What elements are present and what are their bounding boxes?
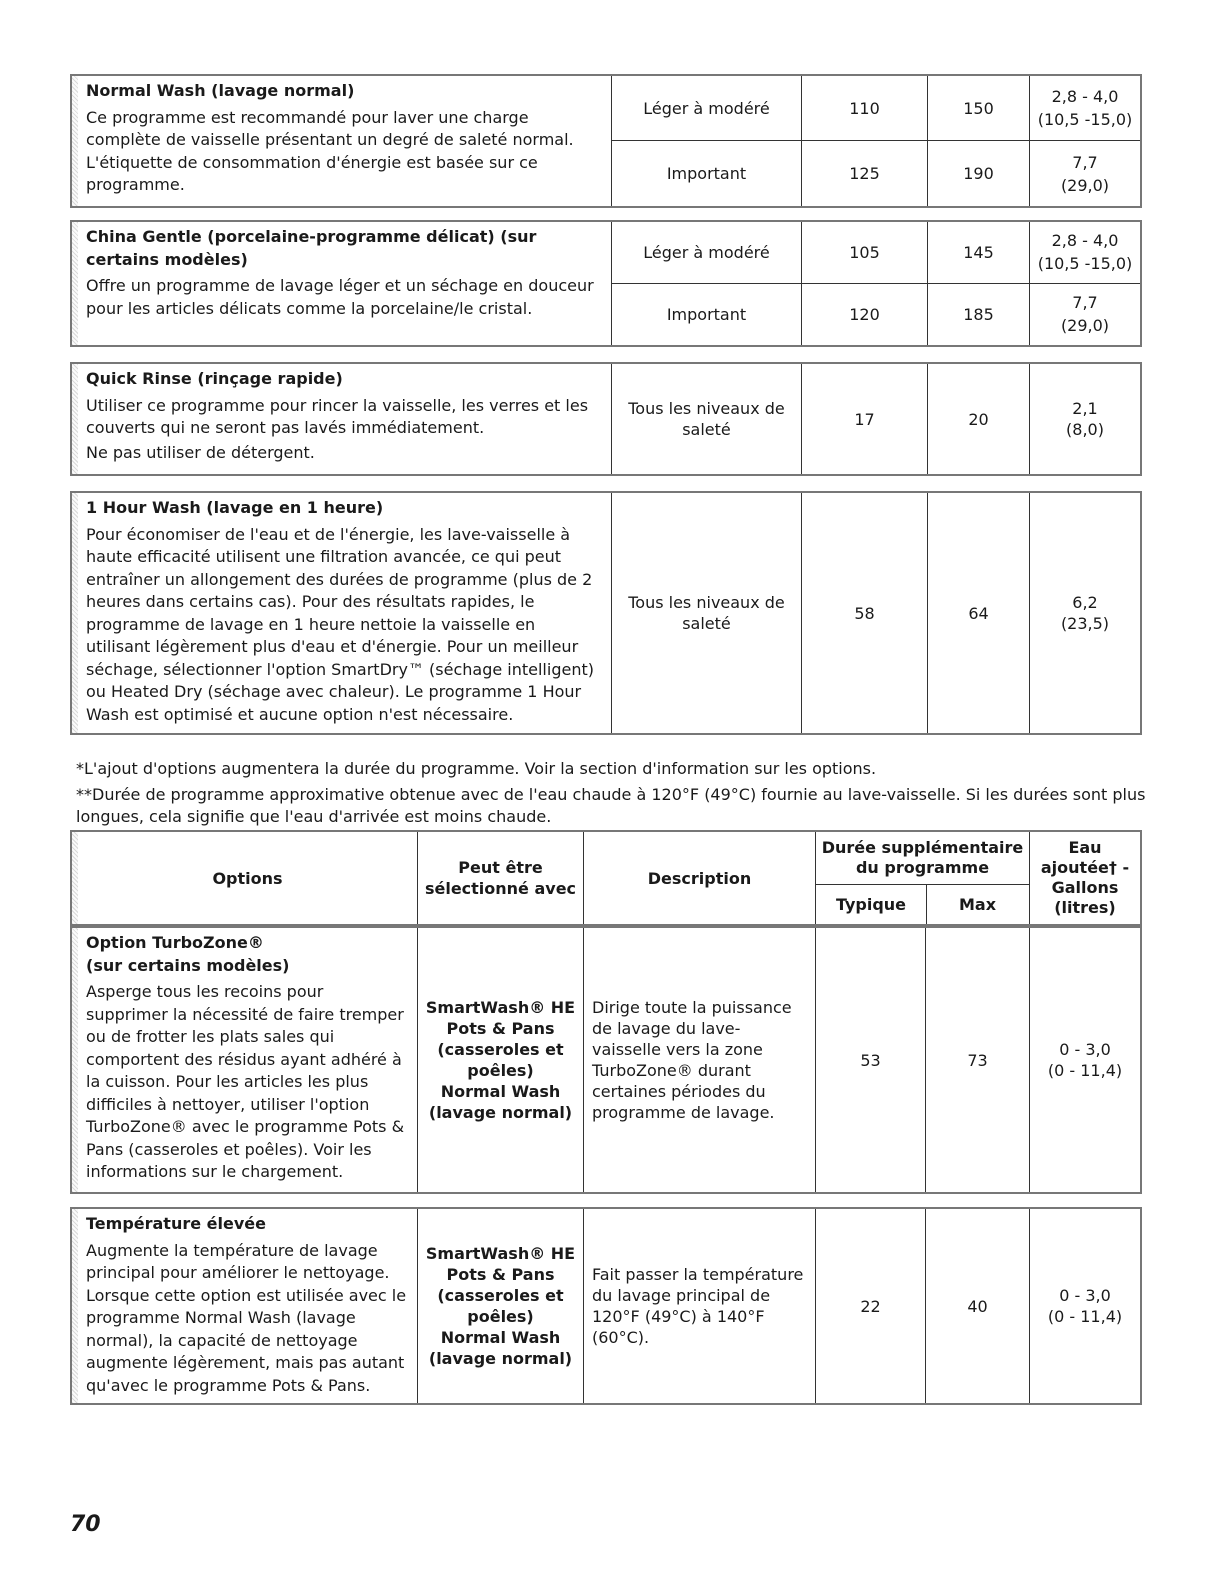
soil-level: Tous les niveaux de saleté [612, 493, 802, 733]
cycle-title: Quick Rinse (rinçage rapide) [86, 369, 343, 388]
typical-time: 110 [802, 76, 927, 141]
option-text: Augmente la température de lavage principal pour améliorer le nettoyage. Lorsque cette option est utilisée avec le programme Normal Wash (lavage normal), la capacité de nettoyage augmente légèrement, mais pas autant qu'avec le programme Pots & Pans. [86, 1240, 407, 1395]
max-time: 190 [963, 164, 994, 183]
option-water: 0 - 3,0 (0 - 11,4) [1030, 928, 1140, 1192]
water-cell [1030, 222, 1140, 345]
header-water: Eau ajoutée† - Gallons (litres) [1030, 832, 1140, 924]
max-time: 20 [928, 364, 1030, 474]
max-time: 150 [928, 76, 1029, 141]
soil-level: Important [666, 304, 747, 324]
cycle-description-cell [78, 364, 612, 474]
cycle-description: Utiliser ce programme pour rincer la vaisselle, les verres et les couverts qui ne seront pas lavés immédiatement. [86, 395, 589, 437]
max-time-cell [928, 222, 1030, 345]
water-usage: 2,1 (8,0) [1030, 364, 1140, 474]
soil-level: Léger à modéré [612, 76, 801, 141]
option-max: 73 [926, 928, 1030, 1192]
max-time: 185 [963, 304, 994, 324]
typical-time: 120 [849, 304, 880, 324]
header-typical: Typique [816, 884, 927, 924]
footnote-duration: **Durée de programme approximative obtenue avec de l'eau chaude à 120°F (49°C) fournie au lave-vaisselle. Si les durées sont plus longues, cela signifie que l'eau d'arrivée est moins chaude. [76, 785, 1146, 826]
options-table-header [70, 830, 1142, 926]
typical-time: 105 [802, 222, 927, 284]
footnote-options: *L'ajout d'options augmentera la durée du programme. Voir la section d'information sur les options. [76, 759, 877, 778]
option-description-cell [78, 928, 418, 1192]
cycle-normal-wash [70, 74, 1142, 208]
water-usage: 2,8 - 4,0 (10,5 -15,0) [1030, 76, 1140, 141]
header-duration [816, 832, 1030, 924]
max-time: 145 [928, 222, 1029, 284]
header-duration-title: Durée supplémentaire du programme [816, 832, 1029, 885]
option-selectable: SmartWash® HE Pots & Pans (casseroles et poêles) Normal Wash (lavage normal) [418, 1209, 584, 1403]
option-water: 0 - 3,0 (0 - 11,4) [1030, 1209, 1140, 1403]
cycle-1-hour-wash [70, 491, 1142, 735]
option-turbozone [70, 926, 1142, 1194]
cycle-title: Normal Wash (lavage normal) [86, 81, 355, 100]
typical-time-cell [802, 76, 928, 206]
option-effect: Fait passer la température du lavage principal de 120°F (49°C) à 140°F (60°C). [584, 1209, 816, 1403]
water-cell [1030, 76, 1140, 206]
header-options: Options [78, 832, 418, 924]
cycle-description: Offre un programme de lavage léger et un séchage en douceur pour les articles délicats comme la porcelaine/le cristal. [86, 276, 594, 318]
soil-level-cell [612, 76, 802, 206]
page-number: 70 [70, 1512, 101, 1537]
typical-time: 17 [802, 364, 928, 474]
option-description-cell [78, 1209, 418, 1403]
option-typical: 22 [816, 1209, 926, 1403]
typical-time: 125 [849, 164, 880, 183]
cycle-title: 1 Hour Wash (lavage en 1 heure) [86, 498, 384, 517]
water-usage: 2,8 - 4,0 (10,5 -15,0) [1030, 222, 1140, 284]
water-usage: 7,7 (29,0) [1060, 152, 1110, 195]
max-time-cell [928, 76, 1030, 206]
typical-time: 58 [802, 493, 928, 733]
cycle-china-gentle [70, 220, 1142, 347]
option-typical: 53 [816, 928, 926, 1192]
option-title: Option TurboZone® [86, 933, 264, 952]
option-high-temp [70, 1207, 1142, 1405]
header-max: Max [958, 894, 997, 914]
soil-level: Important [666, 164, 747, 183]
header-description: Description [584, 832, 816, 924]
option-text: Asperge tous les recoins pour supprimer la nécessité de faire tremper ou de frotter les plats sales qui comportent des résidus ayant adhéré à la cuisson. Pour les articles les plus difficiles à nettoyer, utiliser l'option TurboZone® avec le programme Pots & Pans (casseroles et poêles). Voir les informations sur le chargement. [86, 982, 405, 1181]
typical-time-cell [802, 222, 928, 345]
cycle-note: Ne pas utiliser de détergent. [86, 442, 315, 462]
water-usage: 6,2 (23,5) [1030, 493, 1140, 733]
cycle-description-cell [78, 493, 612, 733]
soil-level: Tous les niveaux de saleté [612, 364, 802, 474]
soil-level: Léger à modéré [612, 222, 801, 284]
cycle-description: Ce programme est recommandé pour laver une charge complète de vaisselle présentant un degré de saleté normal. L'étiquette de consommation d'énergie est basée sur ce programme. [86, 107, 574, 194]
option-effect: Dirige toute la puissance de lavage du lave-vaisselle vers la zone TurboZone® durant certaines périodes du programme de lavage. [584, 928, 816, 1192]
soil-level-cell [612, 222, 802, 345]
max-time: 64 [928, 493, 1030, 733]
option-selectable: SmartWash® HE Pots & Pans (casseroles et poêles) Normal Wash (lavage normal) [418, 928, 584, 1192]
cycle-description: Pour économiser de l'eau et de l'énergie, les lave-vaisselle à haute efficacité utilisent une filtration avancée, ce qui peut entraîner un allongement des durées de programme (plus de 2 heures dans certains cas). Pour des résultats rapides, le programme de lavage en 1 heure nettoie la vaisselle en utilisant légèrement plus d'eau et d'énergie. Pour un meilleur séchage, sélectionner l'option SmartDry™ (séchage intelligent) ou Heated Dry (séchage avec chaleur). Le programme 1 Hour Wash est optimisé et aucune option n'est nécessaire. [86, 524, 594, 724]
option-subtitle: (sur certains modèles) [86, 955, 290, 975]
cycle-title: China Gentle (porcelaine-programme délicat) (sur certains modèles) [86, 227, 537, 269]
water-usage: 7,7 (29,0) [1060, 293, 1110, 336]
option-title: Température élevée [86, 1214, 266, 1233]
header-selectable: Peut être sélectionné avec [418, 832, 584, 924]
cycle-description-cell [78, 222, 612, 345]
cycle-description-cell [78, 76, 612, 206]
option-max: 40 [926, 1209, 1030, 1403]
cycle-quick-rinse [70, 362, 1142, 476]
